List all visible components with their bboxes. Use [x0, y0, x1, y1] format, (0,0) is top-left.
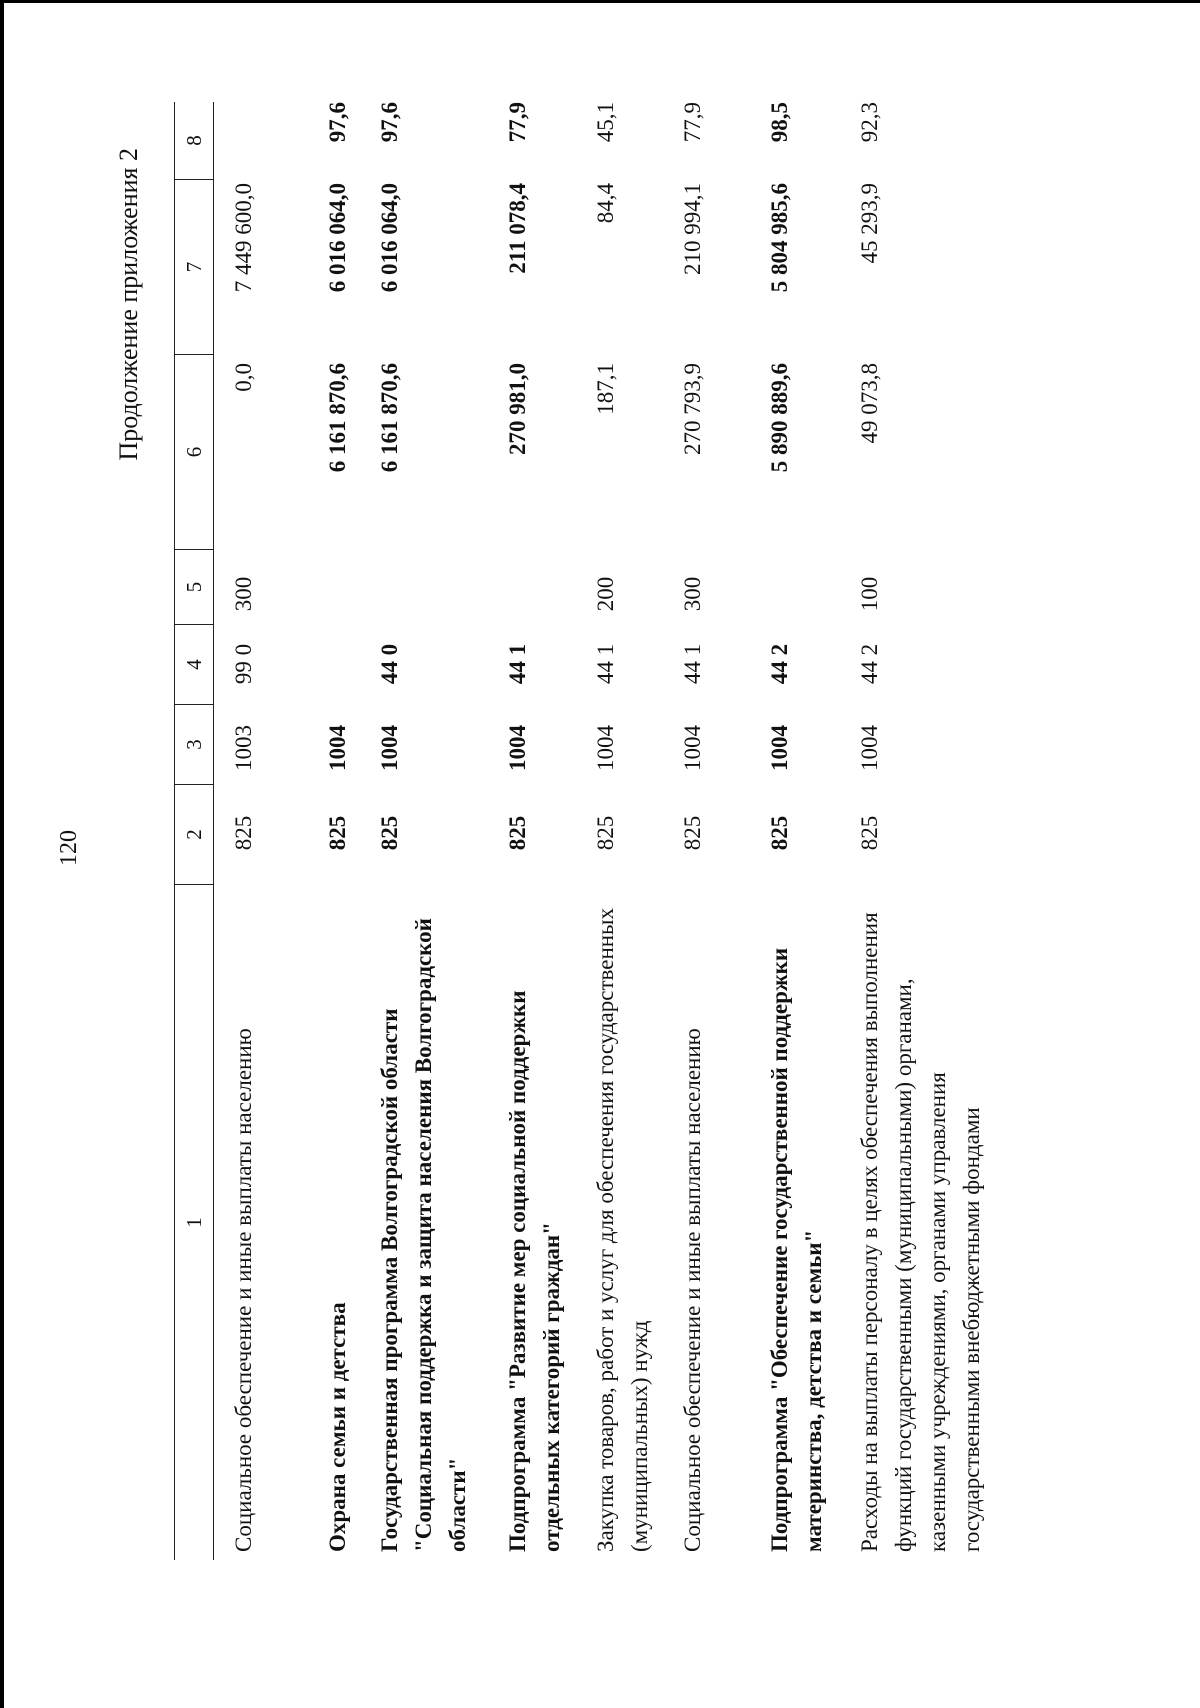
cell-col-5: 100 — [857, 576, 882, 612]
row-name: Государственная программа Волгоградской области "Социальная поддержка и защита населения Волгоградской области" — [377, 918, 470, 1552]
row-name: Расходы на выплаты персоналу в целях обеспечения выполнения функций государственными (муниципальными) органами, казенными учреждениями, органами управления государственными внебюджетными фондами — [857, 912, 984, 1552]
cell-col-7: 5 804 985,6 — [767, 183, 792, 293]
cell-col-6: 187,1 — [593, 363, 618, 415]
cell-col-3: 1004 — [857, 725, 882, 771]
cell-col-4: 44 2 — [767, 643, 792, 685]
cell-col-4: 44 1 — [593, 643, 618, 685]
cell-col-8: 98,5 — [767, 102, 792, 143]
cell-col-5: 300 — [680, 576, 705, 612]
cell-col-2: 825 — [325, 815, 350, 851]
table-row — [763, 102, 853, 1560]
cell-col-6: 0,0 — [231, 363, 256, 392]
cell-col-2: 825 — [231, 815, 256, 851]
cell-col-6: 6 161 870,6 — [325, 363, 350, 473]
table-row — [501, 102, 589, 1560]
cell-col-3: 1004 — [377, 725, 402, 771]
table-row — [676, 102, 763, 1560]
column-header-3: 3 — [175, 705, 213, 785]
cell-col-3: 1003 — [231, 725, 256, 771]
cell-col-6: 270 793,9 — [680, 363, 705, 455]
table-row — [227, 102, 321, 1560]
table-row — [589, 102, 676, 1560]
cell-col-2: 825 — [505, 815, 530, 851]
cell-col-7: 6 016 064,0 — [325, 183, 350, 293]
cell-col-2: 825 — [767, 815, 792, 851]
cell-col-8: 77,9 — [505, 102, 530, 143]
column-header-5: 5 — [175, 550, 213, 625]
cell-col-7: 211 078,4 — [505, 183, 530, 274]
cell-col-7: 7 449 600,0 — [231, 183, 256, 293]
column-header-6: 6 — [175, 355, 213, 550]
cell-col-5: 200 — [593, 576, 618, 612]
cell-col-8: 97,6 — [325, 102, 350, 143]
cell-col-4: 44 1 — [505, 643, 530, 685]
row-name: Закупка товаров, работ и услуг для обеспечения государственных (муниципальных) нужд — [593, 907, 652, 1552]
cell-col-2: 825 — [857, 815, 882, 851]
table-row — [373, 102, 501, 1560]
row-name: Охрана семьи и детства — [325, 1302, 350, 1552]
cell-col-3: 1004 — [325, 725, 350, 771]
table-header — [174, 102, 214, 1560]
cell-col-2: 825 — [593, 815, 618, 851]
row-name: Социальное обеспечение и иные выплаты населению — [231, 1028, 256, 1552]
cell-col-6: 270 981,0 — [505, 363, 530, 455]
cell-col-3: 1004 — [505, 725, 530, 771]
cell-col-8: 45,1 — [593, 102, 618, 143]
cell-col-3: 1004 — [767, 725, 792, 771]
continuation-label: Продолжение приложения 2 — [114, 148, 143, 461]
column-header-7: 7 — [175, 180, 213, 355]
cell-col-7: 210 994,1 — [680, 183, 705, 275]
table-row — [853, 102, 1023, 1560]
row-name: Подпрограмма "Развитие мер социальной поддержки отдельных категорий граждан" — [505, 990, 564, 1552]
cell-col-4: 44 0 — [377, 643, 402, 685]
cell-col-5: 300 — [231, 576, 256, 612]
cell-col-2: 825 — [680, 815, 705, 851]
table-row — [321, 102, 373, 1560]
cell-col-7: 84,4 — [593, 183, 618, 224]
page-number: 120 — [56, 830, 82, 866]
cell-col-8: 92,3 — [857, 102, 882, 143]
column-header-8: 8 — [175, 102, 213, 180]
row-name: Социальное обеспечение и иные выплаты населению — [680, 1028, 705, 1552]
cell-col-6: 49 073,8 — [857, 363, 882, 444]
cell-col-4: 44 1 — [680, 643, 705, 685]
cell-col-6: 5 890 889,6 — [767, 363, 792, 473]
cell-col-7: 45 293,9 — [857, 183, 882, 264]
cell-col-2: 825 — [377, 815, 402, 851]
cell-col-4: 44 2 — [857, 643, 882, 685]
cell-col-4: 99 0 — [231, 643, 256, 685]
row-name: Подпрограмма "Обеспечение государственной поддержки материнства, детства и семьи" — [767, 947, 826, 1552]
budget-table — [174, 102, 1023, 1560]
cell-col-3: 1004 — [680, 725, 705, 771]
column-header-4: 4 — [175, 625, 213, 705]
cell-col-8: 77,9 — [680, 102, 705, 143]
cell-col-8: 97,6 — [377, 102, 402, 143]
cell-col-3: 1004 — [593, 725, 618, 771]
column-header-2: 2 — [175, 785, 213, 885]
cell-col-7: 6 016 064,0 — [377, 183, 402, 293]
column-header-1: 1 — [182, 1217, 206, 1228]
cell-col-6: 6 161 870,6 — [377, 363, 402, 473]
